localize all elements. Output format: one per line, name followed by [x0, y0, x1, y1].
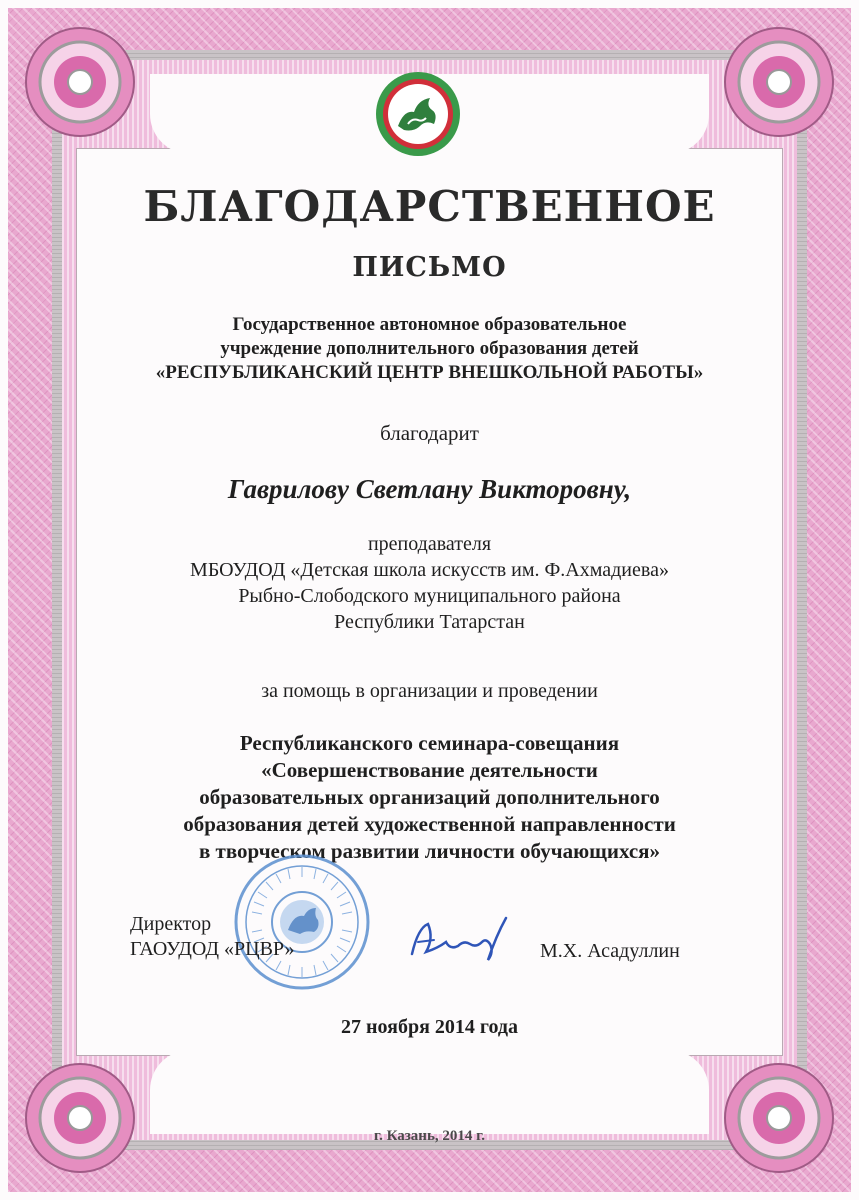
- signature-icon: [404, 908, 514, 968]
- recipient-name: Гаврилову Светлану Викторовну,: [227, 474, 632, 504]
- organization-line: Государственное автономное образовательное: [232, 314, 627, 335]
- event-line: в творческом развитии личности обучающихся»: [198, 839, 661, 863]
- signatory-position: [130, 912, 295, 962]
- role-line: Республики Татарстан: [334, 611, 525, 633]
- thanks-word: благодарит: [380, 421, 479, 445]
- border-bottom-cutout: [150, 1050, 709, 1134]
- organization-line: «РЕСПУБЛИКАНСКИЙ ЦЕНТР ВНЕШКОЛЬНОЙ РАБОТЫ»: [155, 362, 704, 383]
- event-line: образовательных организаций дополнительного: [199, 785, 660, 809]
- rosette-ornament-icon: [719, 22, 839, 142]
- tatarstan-emblem-icon: [374, 70, 462, 158]
- rosette-ornament-icon: [20, 1058, 140, 1178]
- rosette-ornament-icon: [719, 1058, 839, 1178]
- role-line: преподавателя: [367, 533, 492, 555]
- event-line: Республиканского семинара-совещания: [239, 731, 620, 755]
- page-title: БЛАГОДАРСТВЕННОЕ: [143, 182, 716, 231]
- event-line: «Совершенствование деятельности: [261, 758, 598, 782]
- position-line: Директор: [130, 913, 212, 935]
- role-line: Рыбно-Слободского муниципального района: [238, 585, 621, 607]
- issue-place: г. Казань, 2014 г.: [373, 1128, 486, 1144]
- event-title: [0, 730, 859, 865]
- event-line: образования детей художественной направленности: [183, 812, 676, 836]
- recipient-role: [0, 531, 859, 635]
- rosette-ornament-icon: [20, 22, 140, 142]
- organization-name: [0, 313, 859, 385]
- page-subtitle: ПИСЬМО: [352, 252, 507, 283]
- issue-date: 27 ноября 2014 года: [340, 1016, 519, 1038]
- role-line: МБОУДОД «Детская школа искусств им. Ф.Ахмадиева»: [190, 559, 669, 581]
- position-line: ГАОУДОД «РЦВР»: [130, 938, 295, 960]
- reason-text: за помощь в организации и проведении: [261, 680, 598, 702]
- signatory-name: М.Х. Асадуллин: [540, 940, 680, 962]
- organization-line: учреждение дополнительного образования детей: [220, 338, 639, 359]
